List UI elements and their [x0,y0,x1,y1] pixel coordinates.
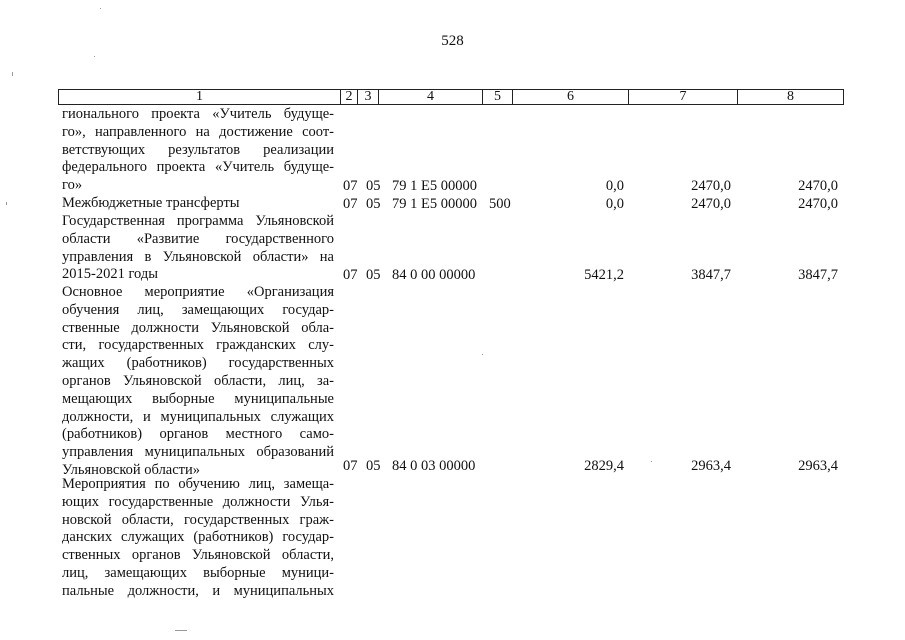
desc-line: Основное мероприятие «Организация [62,284,334,300]
row-description [62,106,334,195]
scan-speck [100,8,101,9]
desc-line: Мероприятия по обучению лиц, замеща- [62,476,334,492]
header-col-6: 6 [513,90,629,104]
cell-section: 07 [343,196,358,212]
cell-col7: 2470,0 [691,178,731,194]
desc-line: управления муниципальных образований [62,444,334,461]
desc-line: го» [62,177,83,194]
cell-target-code: 79 1 E5 00000 [392,196,477,212]
cell-col6: 0,0 [605,178,624,194]
cell-section: 07 [343,178,358,194]
page-number: 528 [441,33,464,49]
cell-target-code: 79 1 E5 00000 [392,178,477,194]
scan-speck [175,630,187,631]
desc-line: Государственная программа Ульяновской [62,213,334,229]
scan-speck [651,461,652,462]
cell-subsection: 05 [366,196,381,212]
cell-subsection: 05 [366,178,381,194]
row-description [62,213,334,284]
header-col-7: 7 [629,90,738,104]
cell-col6: 2829,4 [584,458,624,474]
desc-line: го», направленного на достижение соот- [62,123,334,140]
desc-line: ветствующих результатов реализации [62,141,334,158]
cell-col6: 5421,2 [584,267,624,283]
header-col-8: 8 [787,89,794,104]
desc-line: сти, государственных гражданских слу- [62,337,334,354]
cell-col6: 0,0 [605,196,624,212]
desc-line: федерального проекта «Учитель будуще- [62,159,334,176]
header-col-4: 4 [379,90,483,104]
cell-col8: 2470,0 [798,196,838,212]
table-header [58,89,844,105]
desc-line: лиц, замещающих выборные муници- [62,564,334,581]
cell-section: 07 [343,458,358,474]
cell-target-code: 84 0 00 00000 [392,267,476,283]
cell-col7: 3847,7 [691,267,731,283]
cell-section: 07 [343,267,358,283]
scan-speck [6,202,7,205]
cell-col8: 2470,0 [798,178,838,194]
scan-speck [94,56,95,57]
cell-subsection: 05 [366,267,381,283]
desc-line: ственных органов Ульяновской области, [62,547,334,564]
desc-line: управления в Ульяновской области» на [62,248,334,265]
cell-target-code: 84 0 03 00000 [392,458,476,474]
header-col-1: 1 [59,90,341,104]
row-description [62,284,334,480]
cell-col7: 2963,4 [691,458,731,474]
desc-line: обучения лиц, замещающих государ- [62,301,334,318]
desc-line: 2015-2021 годы [62,266,158,283]
desc-line: области «Развитие государственного [62,230,334,247]
row-description [62,195,334,213]
header-col-5: 5 [483,90,513,104]
scan-speck [482,354,483,355]
cell-subsection: 05 [366,458,381,474]
header-col-3: 3 [358,90,379,104]
desc-line: Ульяновской области» [62,461,201,478]
cell-col8: 3847,7 [798,267,838,283]
desc-line: новской области, государственных граж- [62,511,334,528]
desc-line: данских служащих (работников) государ- [62,529,334,546]
desc-line: ющих государственные должности Улья- [62,493,334,510]
desc-line: (работников) органов местного само- [62,426,334,443]
cell-col8: 2963,4 [798,458,838,474]
row-description [62,476,334,601]
cell-col7: 2470,0 [691,196,731,212]
desc-line: гионального проекта «Учитель будуще- [62,106,334,122]
desc-line: ственные должности Ульяновской обла- [62,319,334,336]
desc-line: пальные должности, и муниципальных [62,582,334,599]
cell-expense-type: 500 [489,196,511,212]
desc-line: мещающих выборные муниципальные [62,390,334,407]
header-col-2: 2 [341,90,358,104]
desc-line: Межбюджетные трансферты [62,195,240,211]
desc-line: органов Ульяновской области, лиц, за- [62,372,334,389]
scan-speck [12,72,13,76]
desc-line: должности, и муниципальных служащих [62,408,334,425]
desc-line: жащих (работников) государственных [62,355,334,372]
